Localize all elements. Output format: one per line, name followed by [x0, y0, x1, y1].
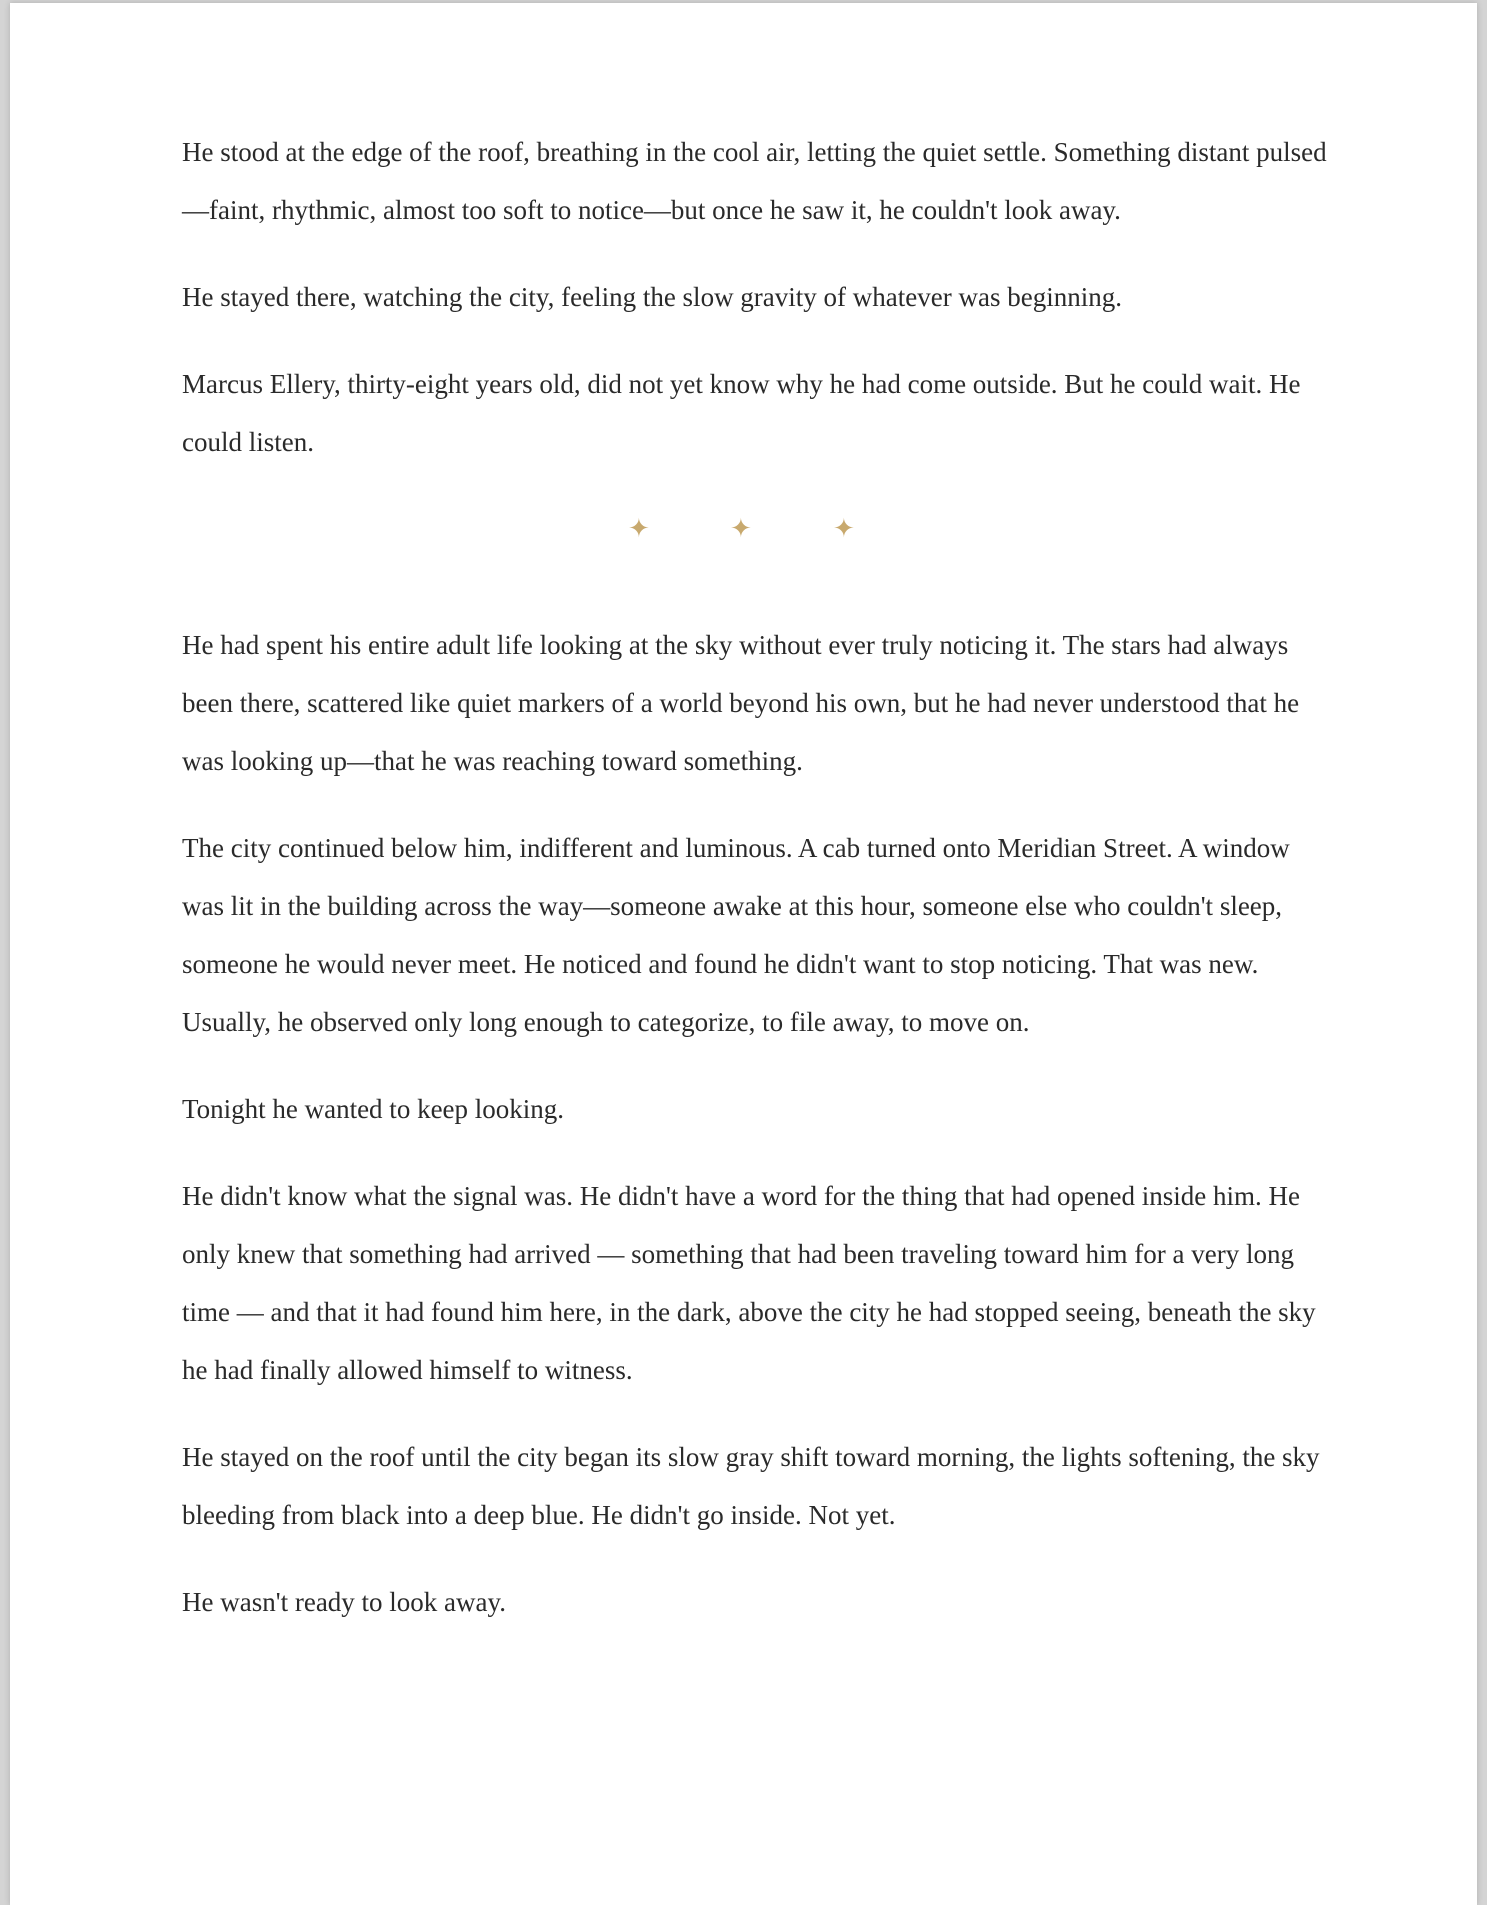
paragraph-8: He stayed on the roof until the city began its slow gray shift toward morning, the lights softening, the sky bleeding from black into a deep blue. He didn't go inside. Not yet.	[182, 1442, 1320, 1530]
paragraph-4: He had spent his entire adult life looking at the sky without ever truly noticing it. The stars had always been there, scattered like quiet markers of a world beyond his own, but he had never understood that he was looking up—that he was reaching toward something.	[182, 630, 1300, 776]
paragraph-9: He wasn't ready to look away.	[182, 1587, 507, 1617]
star-ornament-icon: ✦	[730, 514, 752, 544]
paragraph-7: He didn't know what the signal was. He didn't have a word for the thing that had opened inside him. He only knew that something had arrived — something that had been traveling toward him for a very long time — and that it had found him here, in the dark, above the city he had stopped seeing, beneath the sky he had finally allowed himself to witness.	[182, 1181, 1316, 1385]
star-ornament-icon: ✦	[833, 514, 855, 544]
star-ornament-icon: ✦	[628, 514, 650, 544]
paragraph-5: The city continued below him, indifferent and luminous. A cab turned onto Meridian Street. A window was lit in the building across the way—someone awake at this hour, someone else who couldn't sleep, someone he would never meet. He noticed and found he didn't want to stop noticing. That was new. Usually, he observed only long enough to categorize, to file away, to move on.	[182, 833, 1290, 1037]
paragraph-1: He stood at the edge of the roof, breathing in the cool air, letting the quiet settle. Something distant pulsed—faint, rhythmic, almost too soft to notice—but once he saw it, he couldn't look away.	[182, 137, 1327, 225]
document-body	[182, 123, 1332, 1660]
paragraph-6: Tonight he wanted to keep looking.	[182, 1094, 565, 1124]
paragraph-2: He stayed there, watching the city, feeling the slow gravity of whatever was beginning.	[182, 282, 1122, 312]
document-page	[10, 3, 1477, 1905]
section-divider	[182, 500, 1332, 558]
paragraph-3: Marcus Ellery, thirty-eight years old, did not yet know why he had come outside. But he could wait. He could listen.	[182, 369, 1301, 457]
